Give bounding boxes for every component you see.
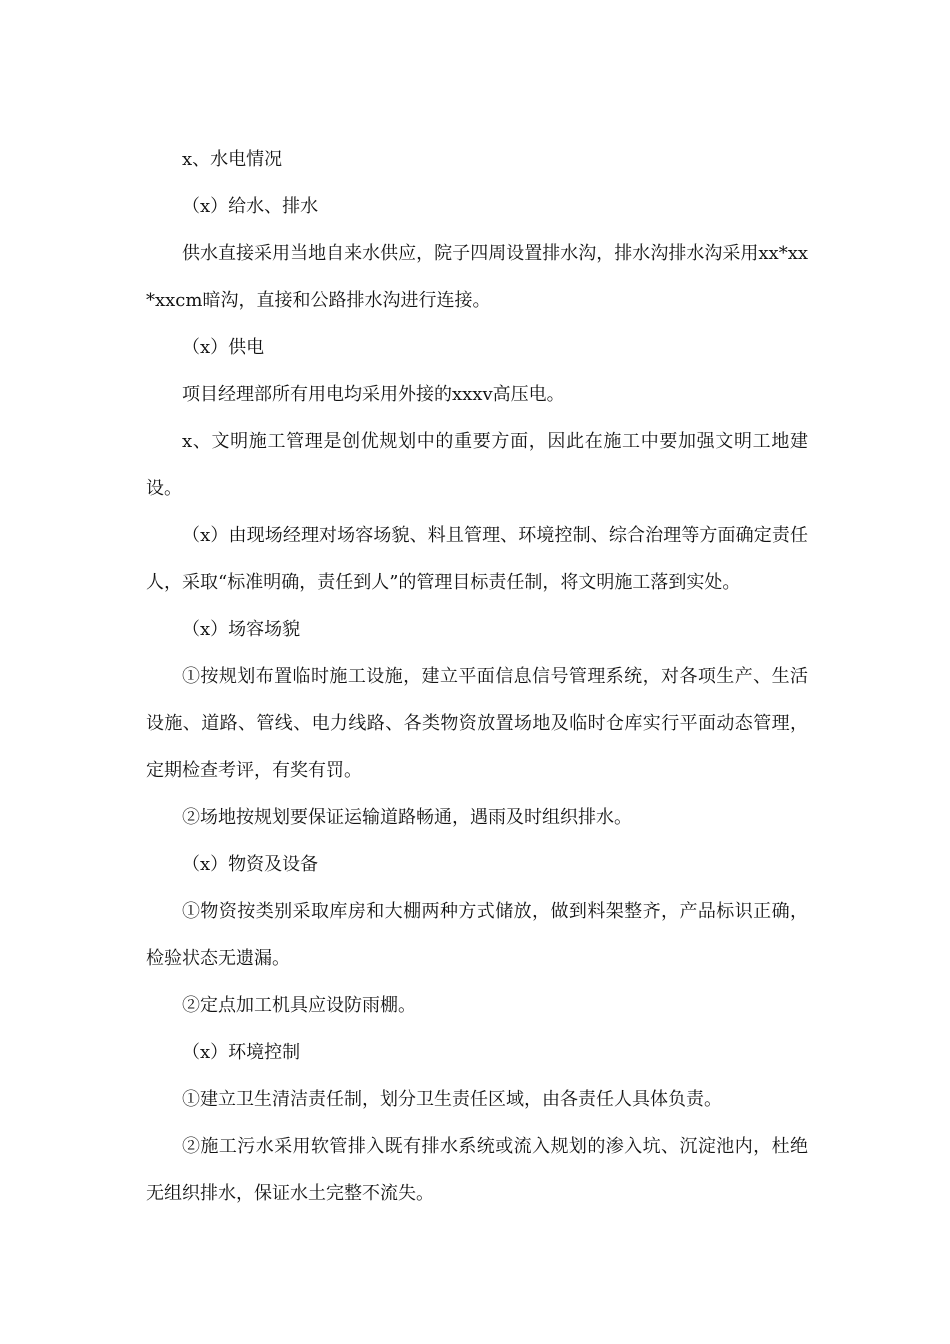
- subheading-power-supply: （x）供电: [182, 337, 265, 358]
- paragraph-responsibility: （x）由现场经理对场容场貌、料且管理、环境控制、综合治理等方面确定责任人，采取“标准明确，责任到人”的管理目标责任制，将文明施工落到实处。: [146, 525, 808, 593]
- paragraph-water-supply: 供水直接采用当地自来水供应，院子四周设置排水沟，排水沟排水沟采用xx*xx*xxcm暗沟，直接和公路排水沟进行连接。: [146, 243, 808, 311]
- list-item-wastewater: ②施工污水采用软管排入既有排水系统或流入规划的渗入坑、沉淀池内，杜绝无组织排水，保证水土完整不流失。: [146, 1136, 808, 1204]
- list-item-material-storage: ①物资按类别采取库房和大棚两种方式储放，做到料架整齐，产品标识正确，检验状态无遗漏。: [146, 901, 808, 969]
- subheading-water-supply-drainage: （x）给水、排水: [182, 196, 319, 217]
- subheading-site-appearance: （x）场容场貌: [182, 619, 301, 640]
- subheading-environment-control: （x）环境控制: [182, 1042, 301, 1063]
- list-item-site-roads: ②场地按规划要保证运输道路畅通，遇雨及时组织排水。: [182, 807, 632, 828]
- section-heading-utilities: x、水电情况: [182, 149, 283, 170]
- paragraph-power-supply: 项目经理部所有用电均采用外接的xxxv高压电。: [182, 384, 565, 405]
- subheading-materials-equipment: （x）物资及设备: [182, 854, 319, 875]
- list-item-site-layout: ①按规划布置临时施工设施，建立平面信息信号管理系统，对各项生产、生活设施、道路、管线、电力线路、各类物资放置场地及临时仓库实行平面动态管理，定期检查考评，有奖有罚。: [146, 666, 808, 781]
- list-item-sanitation: ①建立卫生清洁责任制，划分卫生责任区域，由各责任人具体负责。: [182, 1089, 722, 1110]
- list-item-rain-shed: ②定点加工机具应设防雨棚。: [182, 995, 416, 1016]
- section-heading-civilized-construction: x、文明施工管理是创优规划中的重要方面，因此在施工中要加强文明工地建设。: [146, 431, 808, 499]
- document-page: [146, 136, 808, 1217]
